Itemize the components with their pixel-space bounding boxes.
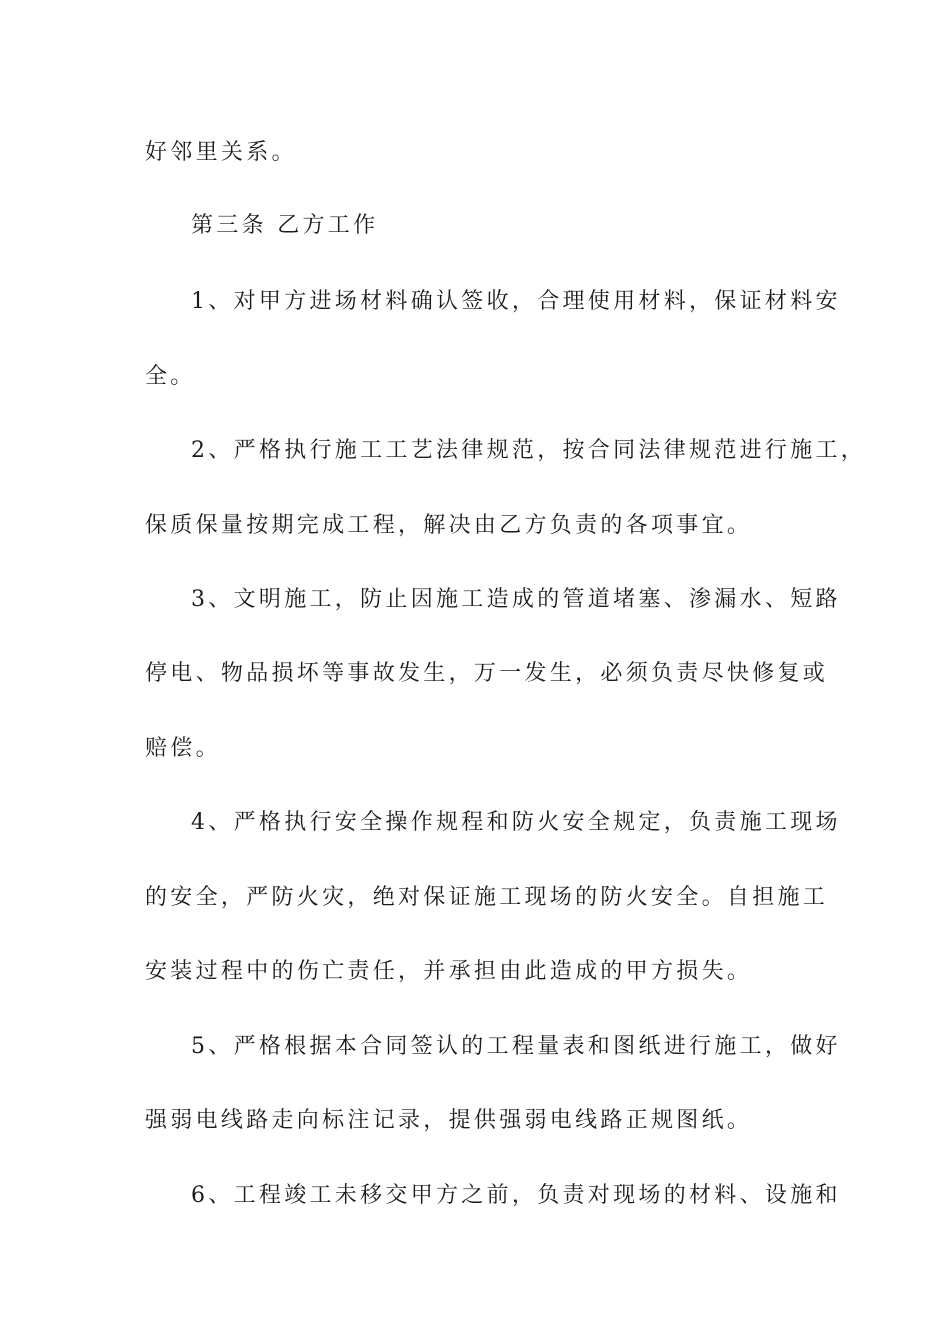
text-line: 5、严格根据本合同签认的工程量表和图纸进行施工，做好 — [191, 1034, 841, 1059]
text-line: 赔偿。 — [145, 736, 221, 761]
text-line: 全。 — [145, 364, 196, 389]
text-line: 好邻里关系。 — [145, 140, 297, 165]
text-line: 4、严格执行安全操作规程和防火安全规定，负责施工现场 — [191, 810, 841, 835]
section-heading: 第三条 乙方工作 — [191, 213, 379, 238]
text-line: 2、严格执行施工工艺法律规范，按合同法律规范进行施工， — [191, 438, 867, 463]
text-line: 1、对甲方进场材料确认签收，合理使用材料，保证材料安 — [191, 289, 841, 314]
text-line: 停电、物品损坏等事故发生，万一发生，必须负责尽快修复或 — [145, 661, 829, 686]
text-line: 3、文明施工，防止因施工造成的管道堵塞、渗漏水、短路 — [191, 587, 841, 612]
text-line: 的安全，严防火灾，绝对保证施工现场的防火安全。自担施工 — [145, 885, 829, 910]
text-line: 强弱电线路走向标注记录，提供强弱电线路正规图纸。 — [145, 1108, 753, 1133]
text-line: 安装过程中的伤亡责任，并承担由此造成的甲方损失。 — [145, 959, 753, 984]
text-line: 保质保量按期完成工程，解决由乙方负责的各项事宜。 — [145, 513, 753, 538]
text-line: 6、工程竣工未移交甲方之前，负责对现场的材料、设施和 — [191, 1183, 841, 1208]
